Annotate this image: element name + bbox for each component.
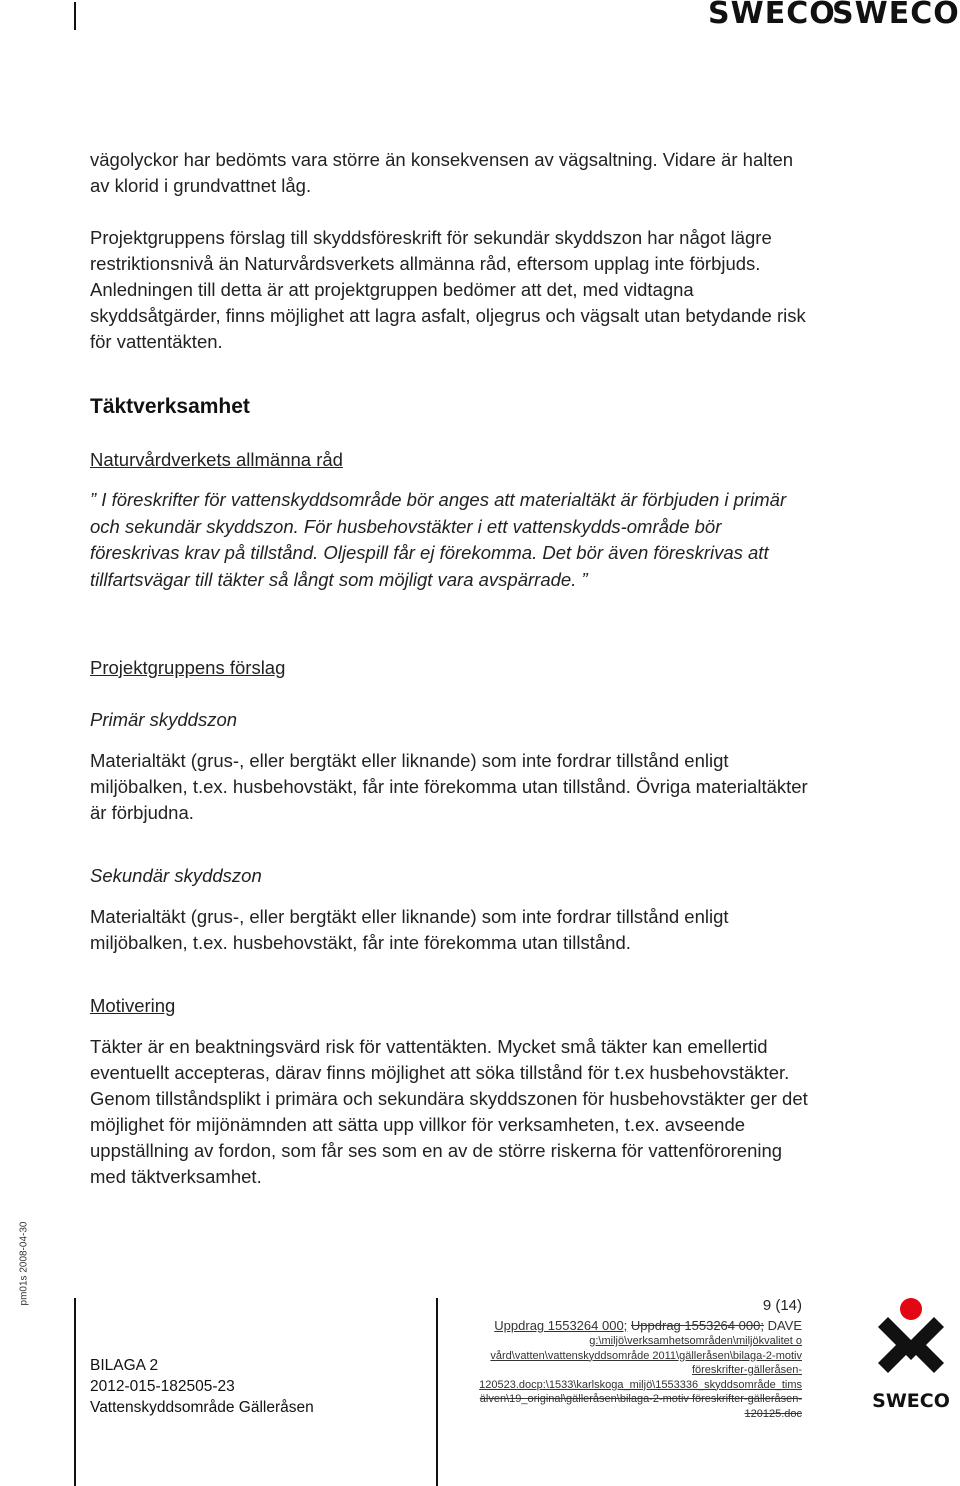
side-document-code: pm01s 2008-04-30 xyxy=(18,1221,30,1306)
footer-uppdrag-current: Uppdrag 1553264 000; xyxy=(494,1318,628,1333)
paragraph-motivering xyxy=(90,1034,810,1190)
section-heading: Täktverksamhet xyxy=(90,395,250,418)
logo-dot xyxy=(900,1298,922,1320)
sweco-logo xyxy=(868,1295,954,1413)
footer-uppdrag-deleted: Uppdrag 1553264 000; xyxy=(630,1318,764,1333)
paragraph-vagolyckor xyxy=(90,147,810,199)
footer-right-block xyxy=(440,1317,802,1421)
footer-project-name: Vattenskyddsområde Gälleråsen xyxy=(90,1399,314,1416)
footer-divider-mid xyxy=(436,1298,438,1486)
paragraph-primar xyxy=(90,748,810,826)
paragraph-text: vägolyckor har bedömts vara större än konsekvensen av vägsaltning. Vidare är halten av klorid i grundvattnet låg. xyxy=(90,149,794,196)
footer-divider-left xyxy=(74,1298,76,1486)
logo-wordmark: SWECO xyxy=(872,1390,950,1412)
paragraph-text: Materialtäkt (grus-, eller bergtäkt eller liknande) som inte fordrar tillstånd enligt miljöbalken, t.ex. husbehovstäkt, får inte förekomma utan tillstånd. Övriga materialtäkter är förbjudna. xyxy=(90,750,808,823)
footer-file-path-2: älven\19_original\gälleråsen\bilaga-2-motiv föreskrifter-gälleråsen-120125.doc xyxy=(479,1393,802,1420)
paragraph-text: Materialtäkt (grus-, eller bergtäkt eller liknande) som inte fordrar tillstånd enligt miljöbalken, t.ex. husbehovstäkt, får inte förekomma utan tillstånd. xyxy=(90,906,729,953)
paragraph-text: Täkter är en beaktningsvärd risk för vattentäkten. Mycket små täkter kan emellertid eventuellt accepteras, därav finns möjlighet att söka tillstånd för t.ex husbehovstäkter. Genom tillståndsplikt i primära och sekundära skyddszonen för husbehovstäkter ger det möjlighet för mijönämnden att sätta upp villkor för verksamheten, t.ex. avseende uppställning av fordon, som får ses som en av de större riskerna för vattenförorening med täktverksamhet. xyxy=(90,1036,808,1187)
header-logo-text-1: SWECO xyxy=(708,0,836,31)
footer-author: DAVE xyxy=(767,1318,802,1333)
logo-mark xyxy=(878,1317,944,1373)
header-logo-text-2: SWECO xyxy=(832,0,960,31)
footer-left-block xyxy=(90,1355,314,1418)
quote-block: ” I föreskrifter för vattenskyddsområde bör anges att materialtäkt är förbjuden i primär och sekundär skyddszon. För husbehovstäkter i ett vattenskydds-område bör föreskrivas krav på tillstånd. Oljespill får ej förekomma. Det bör även föreskrivas att tillfartsvägar till täkter så långt som möjligt vara avspärrade. ” xyxy=(90,489,787,590)
page-number: 9 (14) xyxy=(762,1297,802,1314)
subheading-projektgruppens-forslag: Projektgruppens förslag xyxy=(90,657,286,678)
paragraph-sekundar xyxy=(90,904,810,956)
header-divider-line xyxy=(74,2,76,30)
subheading-motivering: Motivering xyxy=(90,995,176,1016)
subheading-naturvardverkets: Naturvårdverkets allmänna råd xyxy=(90,449,343,470)
footer-uppdrag-line xyxy=(440,1317,802,1334)
subheading-primar-skyddszon: Primär skyddszon xyxy=(90,709,238,730)
paragraph-projektgruppens xyxy=(90,225,810,355)
footer-bilaga: BILAGA 2 xyxy=(90,1357,159,1374)
paragraph-text: Projektgruppens förslag till skyddsföreskrift för sekundär skyddszon har något lägre restriktionsnivå än Naturvårdsverkets allmänna råd, eftersom upplag inte förbjuds. Anledningen till detta är att projektgruppen bedömer att det, med vidtagna skyddsåtgärder, finns möjlighet att lagra asfalt, oljegrus och vägsalt utan betydande risk för vattentäkten. xyxy=(90,227,806,352)
subheading-sekundar-skyddszon: Sekundär skyddszon xyxy=(90,865,262,886)
footer-doc-number: 2012-015-182505-23 xyxy=(90,1378,235,1395)
footer-file-path-1: g:\miljö\verksamhetsområden\miljökvalitet o vård\vatten\vattenskyddsområde 2011\gälleråsen\bilaga-2-motiv föreskrifter-gälleråsen-120523.docp:\1533\karlskoga_miljö\1553336_skyddsområde_tims xyxy=(479,1335,802,1391)
